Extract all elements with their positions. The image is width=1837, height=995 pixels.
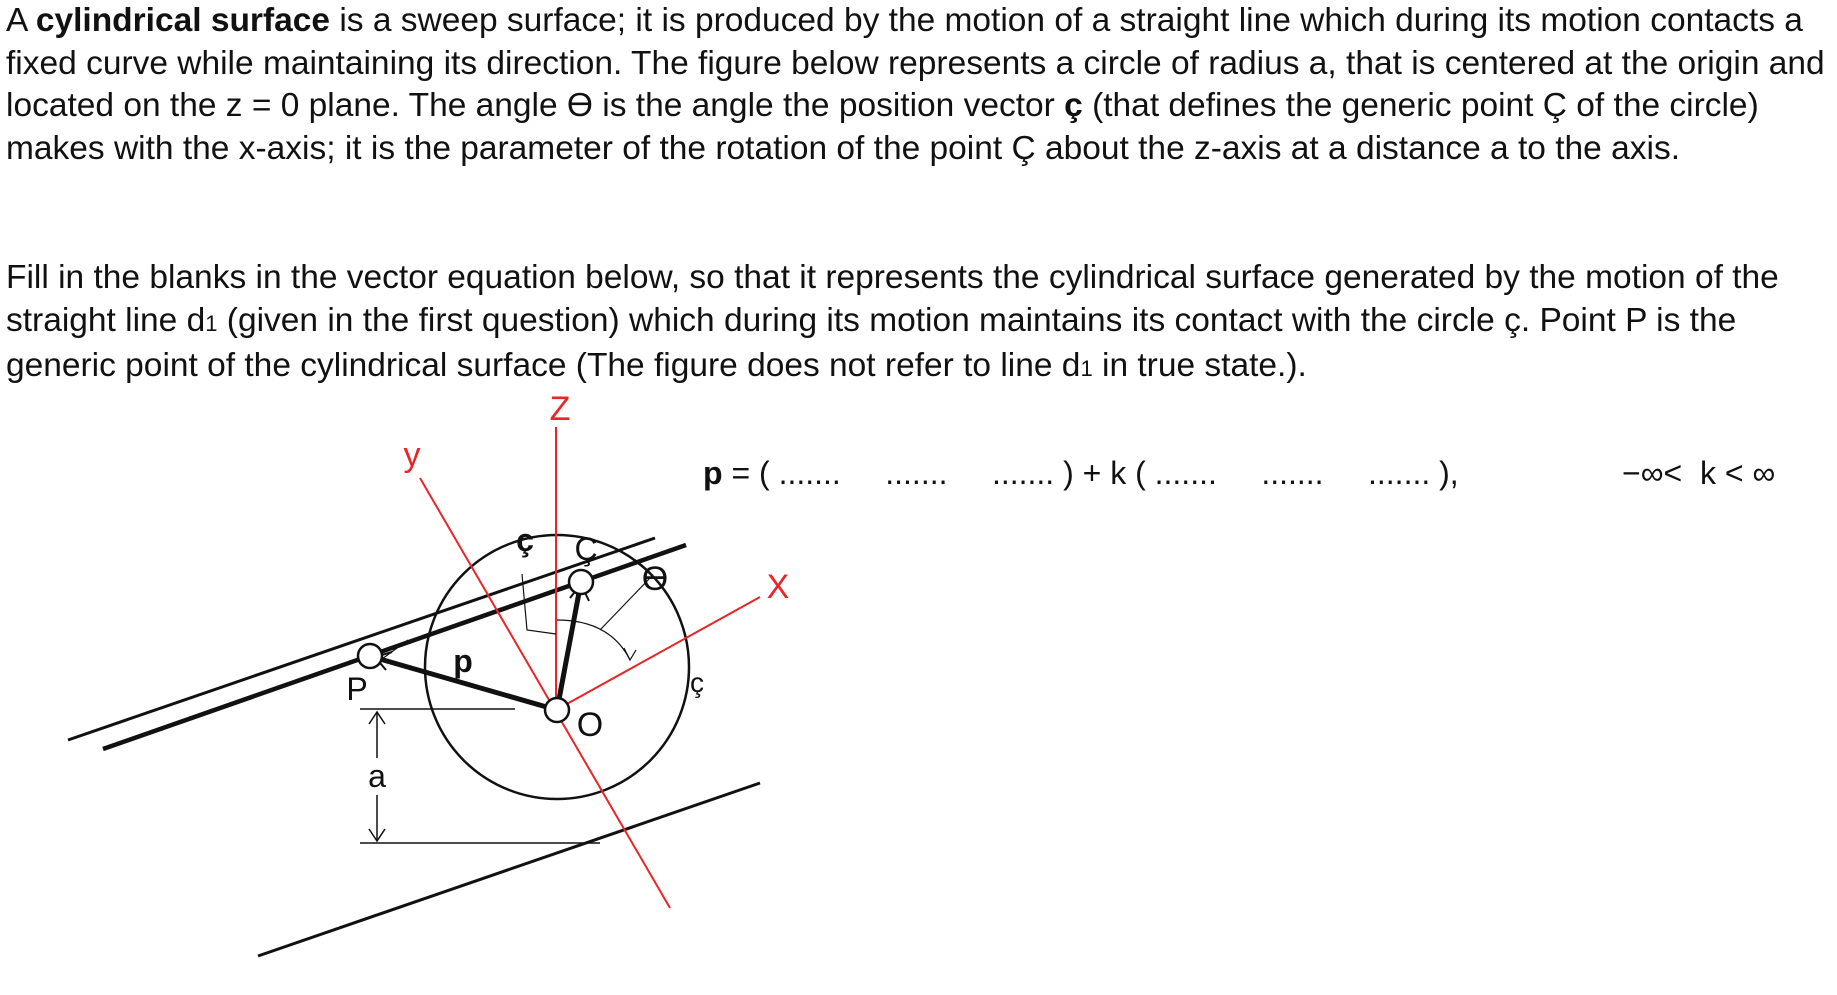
radius-label: a: [368, 758, 386, 794]
point-P-marker: [358, 644, 382, 668]
text-span: is a sweep surface; it is produced by the motion of a straight line which during its motion contacts a fixed curve while maintaining its direction. The figure below represents a circle of radius a, that is centered at the origin and located on the z = 0 plane. The angle ϴ is the angle the position vector: [6, 2, 1825, 124]
equation-eq: = (: [722, 455, 779, 491]
text-span: Fill in the blanks in the vector equation below, so that it represents the cylindrical surface generated by the motion of the straight line d: [6, 259, 1779, 339]
equation-end: ),: [1430, 455, 1459, 491]
equation-lhs: p: [703, 455, 723, 491]
text-span: in true state.).: [1092, 347, 1307, 384]
theta-arc-arrowhead: [624, 648, 636, 660]
vector-p-label: p: [453, 643, 473, 679]
text-span: A: [6, 2, 36, 39]
equation-blanks-point: ....... ....... .......: [778, 455, 1055, 491]
origin-marker: [545, 698, 569, 722]
point-C-marker: [569, 570, 593, 594]
vector-c-label: ç: [516, 522, 534, 558]
origin-label: O: [576, 706, 604, 744]
parameter-range: −∞< k < ∞: [1622, 455, 1776, 491]
vector-equation: [703, 455, 1459, 491]
equation-blanks-direction: ....... ....... .......: [1154, 455, 1431, 491]
text-span: (given in the first question) which during its motion maintains its contact with the circle ç. Point P is the generic point of the cylindrical surface (The figure does not refer to line d: [6, 301, 1737, 384]
x-axis-label: X: [766, 568, 790, 606]
theta-label: ϴ: [641, 560, 669, 598]
x-axis: [556, 597, 760, 710]
z-axis-label: Z: [549, 390, 571, 428]
subscript: 1: [205, 310, 218, 336]
subscript: 1: [1080, 356, 1093, 381]
text-span: (that defines the generic point Ç of the circle) makes with the x-axis; it is the parameter of the rotation of the point Ç about the z-axis at a distance a to the axis.: [6, 87, 1759, 167]
term-position-vector: ç: [1064, 87, 1083, 124]
circle-c-label: ç: [690, 667, 704, 698]
vector-c: [557, 582, 581, 710]
equation-mid: ) + k (: [1054, 455, 1155, 491]
term-cylindrical-surface: cylindrical surface: [35, 2, 331, 39]
point-C-label: Ç: [574, 531, 598, 567]
y-axis-label: y: [403, 436, 421, 474]
tangent-line-bottom: [258, 783, 760, 956]
point-P-label: P: [346, 671, 368, 707]
